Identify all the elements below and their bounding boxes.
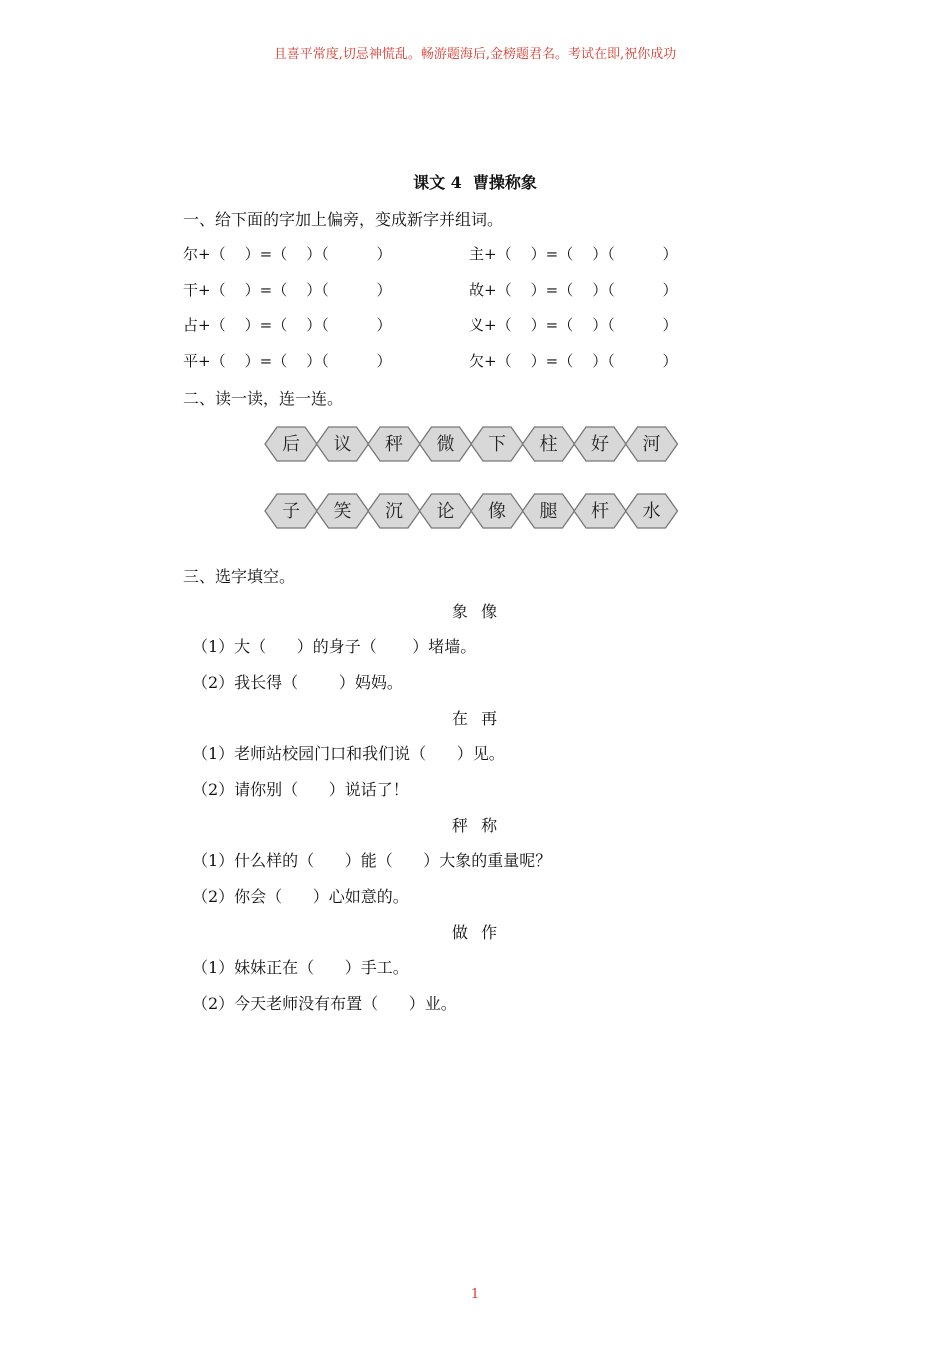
exercise-row-4-left: 平+（ ）=（ ）（ ） bbox=[183, 352, 392, 370]
hex-char-top-3: 秤 bbox=[385, 434, 403, 455]
page-number: 1 bbox=[470, 1287, 480, 1302]
hex-char-bottom-3: 沉 bbox=[385, 501, 403, 522]
hex-char-top-5: 下 bbox=[488, 434, 506, 455]
exercise-row-3-left: 占+（ ）=（ ）（ ） bbox=[183, 316, 392, 334]
word-pair-3: 秤 称 bbox=[451, 816, 499, 835]
hex-char-bottom-4: 论 bbox=[436, 501, 455, 522]
fill-blank-1-1: （1）大（ ）的身子（ ）堵墙。 bbox=[192, 637, 477, 656]
exercise-row-4-right: 欠+（ ）=（ ）（ ） bbox=[469, 352, 678, 370]
fill-blank-4-2: （2）今天老师没有布置（ ）业。 bbox=[192, 994, 457, 1013]
fill-blank-1-2: （2）我长得（ ）妈妈。 bbox=[192, 673, 403, 692]
hex-char-top-8: 河 bbox=[642, 434, 661, 455]
page-header-slogan: 且喜平常度,切忌神慌乱。畅游题海后,金榜题君名。考试在即,祝你成功 bbox=[273, 47, 677, 62]
hex-char-top-7: 好 bbox=[591, 434, 609, 455]
hex-char-bottom-2: 笑 bbox=[333, 501, 352, 522]
word-pair-2: 在 再 bbox=[451, 709, 499, 728]
word-pair-1: 象 像 bbox=[451, 602, 499, 621]
hex-char-top-4: 微 bbox=[436, 434, 455, 455]
exercise-row-1-right: 主+（ ）=（ ）（ ） bbox=[469, 245, 678, 263]
fill-blank-4-1: （1）妹妹正在（ ）手工。 bbox=[192, 958, 409, 977]
section3-heading: 三、选字填空。 bbox=[183, 567, 296, 586]
lesson-title: 课文 4 曹操称象 bbox=[413, 173, 537, 192]
section1-heading: 一、给下面的字加上偏旁，变成新字并组词。 bbox=[183, 210, 504, 229]
exercise-row-2-right: 故+（ ）=（ ）（ ） bbox=[469, 281, 678, 299]
word-pair-4: 做 作 bbox=[451, 923, 499, 942]
hex-char-top-6: 柱 bbox=[539, 434, 558, 455]
exercise-row-3-right: 义+（ ）=（ ）（ ） bbox=[469, 316, 678, 334]
exercise-row-1-left: 尔+（ ）=（ ）（ ） bbox=[183, 245, 392, 263]
hex-char-top-2: 议 bbox=[333, 434, 352, 455]
section2-heading: 二、读一读，连一连。 bbox=[183, 389, 344, 408]
hex-row-top bbox=[262, 424, 682, 464]
fill-blank-2-1: （1）老师站校园门口和我们说（ ）见。 bbox=[192, 744, 505, 763]
fill-blank-3-1: （1）什么样的（ ）能（ ）大象的重量呢？ bbox=[192, 851, 552, 870]
hex-char-bottom-7: 杆 bbox=[591, 501, 609, 522]
hex-char-bottom-1: 子 bbox=[282, 501, 300, 522]
hex-char-bottom-6: 腿 bbox=[539, 501, 558, 522]
exercise-row-2-left: 干+（ ）=（ ）（ ） bbox=[183, 281, 392, 299]
fill-blank-3-2: （2）你会（ ）心如意的。 bbox=[192, 887, 409, 906]
fill-blank-2-2: （2）请你别（ ）说话了！ bbox=[192, 780, 409, 799]
hex-char-top-1: 后 bbox=[282, 434, 300, 455]
hex-row-bottom bbox=[262, 491, 682, 531]
hex-char-bottom-8: 水 bbox=[642, 501, 661, 522]
hex-char-bottom-5: 像 bbox=[488, 501, 506, 522]
